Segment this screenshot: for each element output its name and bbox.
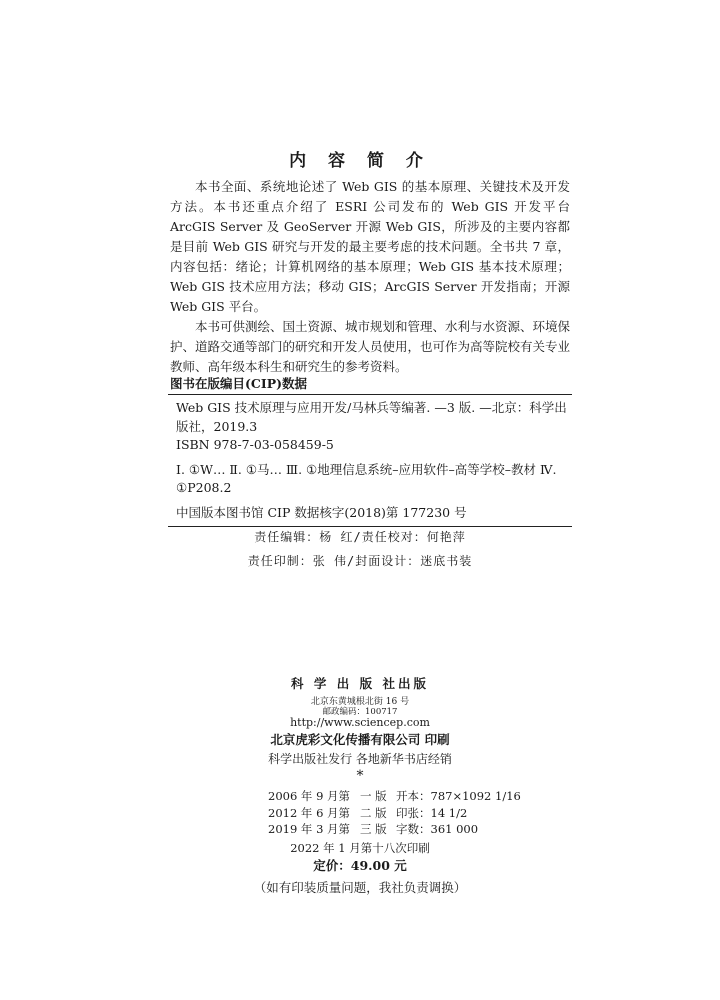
edition-version: 一 版 — [360, 789, 387, 803]
summary-paragraph-1: 本书全面、系统地论述了 Web GIS 的基本原理、关键技术及开发方法。本书还重点介绍了 ESRI 公司发布的 Web GIS 开发平台 ArcGIS Server 及 GeoServer 开源 Web GIS，所涉及的主要内容都是目前 Web GIS 研究与开发的最主要考虑的技术问题。全书共 7 章，内容包括：绪论；计算机网络的基本原理；Web GIS 基本技术原理；Web GIS 技术应用方法；移动 GIS；ArcGIS Server 开发指南；开源 Web GIS 平台。 — [170, 179, 570, 314]
separator-star: * — [356, 768, 364, 784]
edition-date: 2019 年 3 月第 — [268, 822, 351, 836]
cip-bottom-rule — [168, 526, 572, 527]
publisher-postcode: 邮政编码：100717 — [322, 707, 398, 717]
cip-record-number: 中国版本图书馆 CIP 数据核字(2018)第 177230 号 — [176, 504, 467, 520]
edition-info: 字数：361 000 — [396, 822, 479, 836]
credits-editors: 责任编辑：杨 红/责任校对：何艳萍 — [254, 530, 466, 544]
edition-date: 2012 年 6 月第 — [268, 805, 351, 820]
edition-version: 三 版 — [360, 822, 387, 836]
price: 定价：49.00 元 — [313, 858, 407, 873]
edition-info: 印张：14 1/2 — [396, 805, 468, 820]
summary-title: 内 容 简 介 — [289, 151, 431, 171]
printer-name: 北京虎彩文化传播有限公司 印刷 — [270, 732, 450, 747]
cip-classification: Ⅰ. ①W… Ⅱ. ①马… Ⅲ. ①地理信息系统–应用软件–高等学校–教材 Ⅳ. ①P208.2 — [176, 461, 557, 495]
summary-body — [170, 177, 570, 377]
distribution-info: 科学出版社发行 各地新华书店经销 — [268, 752, 452, 766]
quality-note: （如有印装质量问题，我社负责调换） — [253, 880, 467, 895]
cip-data-block — [170, 399, 572, 522]
credits-production: 责任印制：张 伟/封面设计：迷底书装 — [247, 554, 473, 568]
edition-row — [268, 788, 521, 805]
cip-entry: Web GIS 技术原理与应用开发/马林兵等编著. —3 版. —北京：科学出版社，2019.3 — [176, 400, 567, 434]
cip-isbn: ISBN 978-7-03-058459-5 — [176, 437, 334, 452]
publisher-url: http://www.sciencep.com — [290, 716, 430, 729]
edition-row — [268, 821, 479, 838]
print-count: 2022 年 1 月第十八次印刷 — [290, 841, 430, 855]
publisher-name: 科 学 出 版 社出版 — [291, 676, 429, 691]
edition-info: 开本：787×1092 1/16 — [396, 789, 521, 803]
edition-row — [268, 805, 468, 822]
publisher-address: 北京东黄城根北街 16 号 — [310, 697, 410, 707]
edition-version: 二 版 — [360, 805, 387, 820]
cip-top-rule — [168, 394, 572, 395]
edition-table — [268, 788, 521, 838]
edition-date: 2006 年 9 月第 — [268, 789, 351, 803]
summary-paragraph-2: 本书可供测绘、国土资源、城市规划和管理、水利与水资源、环境保护、道路交通等部门的研究和开发人员使用，也可作为高等院校有关专业教师、高年级本科生和研究生的参考资料。 — [170, 319, 571, 374]
cip-heading: 图书在版编目(CIP)数据 — [170, 376, 308, 391]
